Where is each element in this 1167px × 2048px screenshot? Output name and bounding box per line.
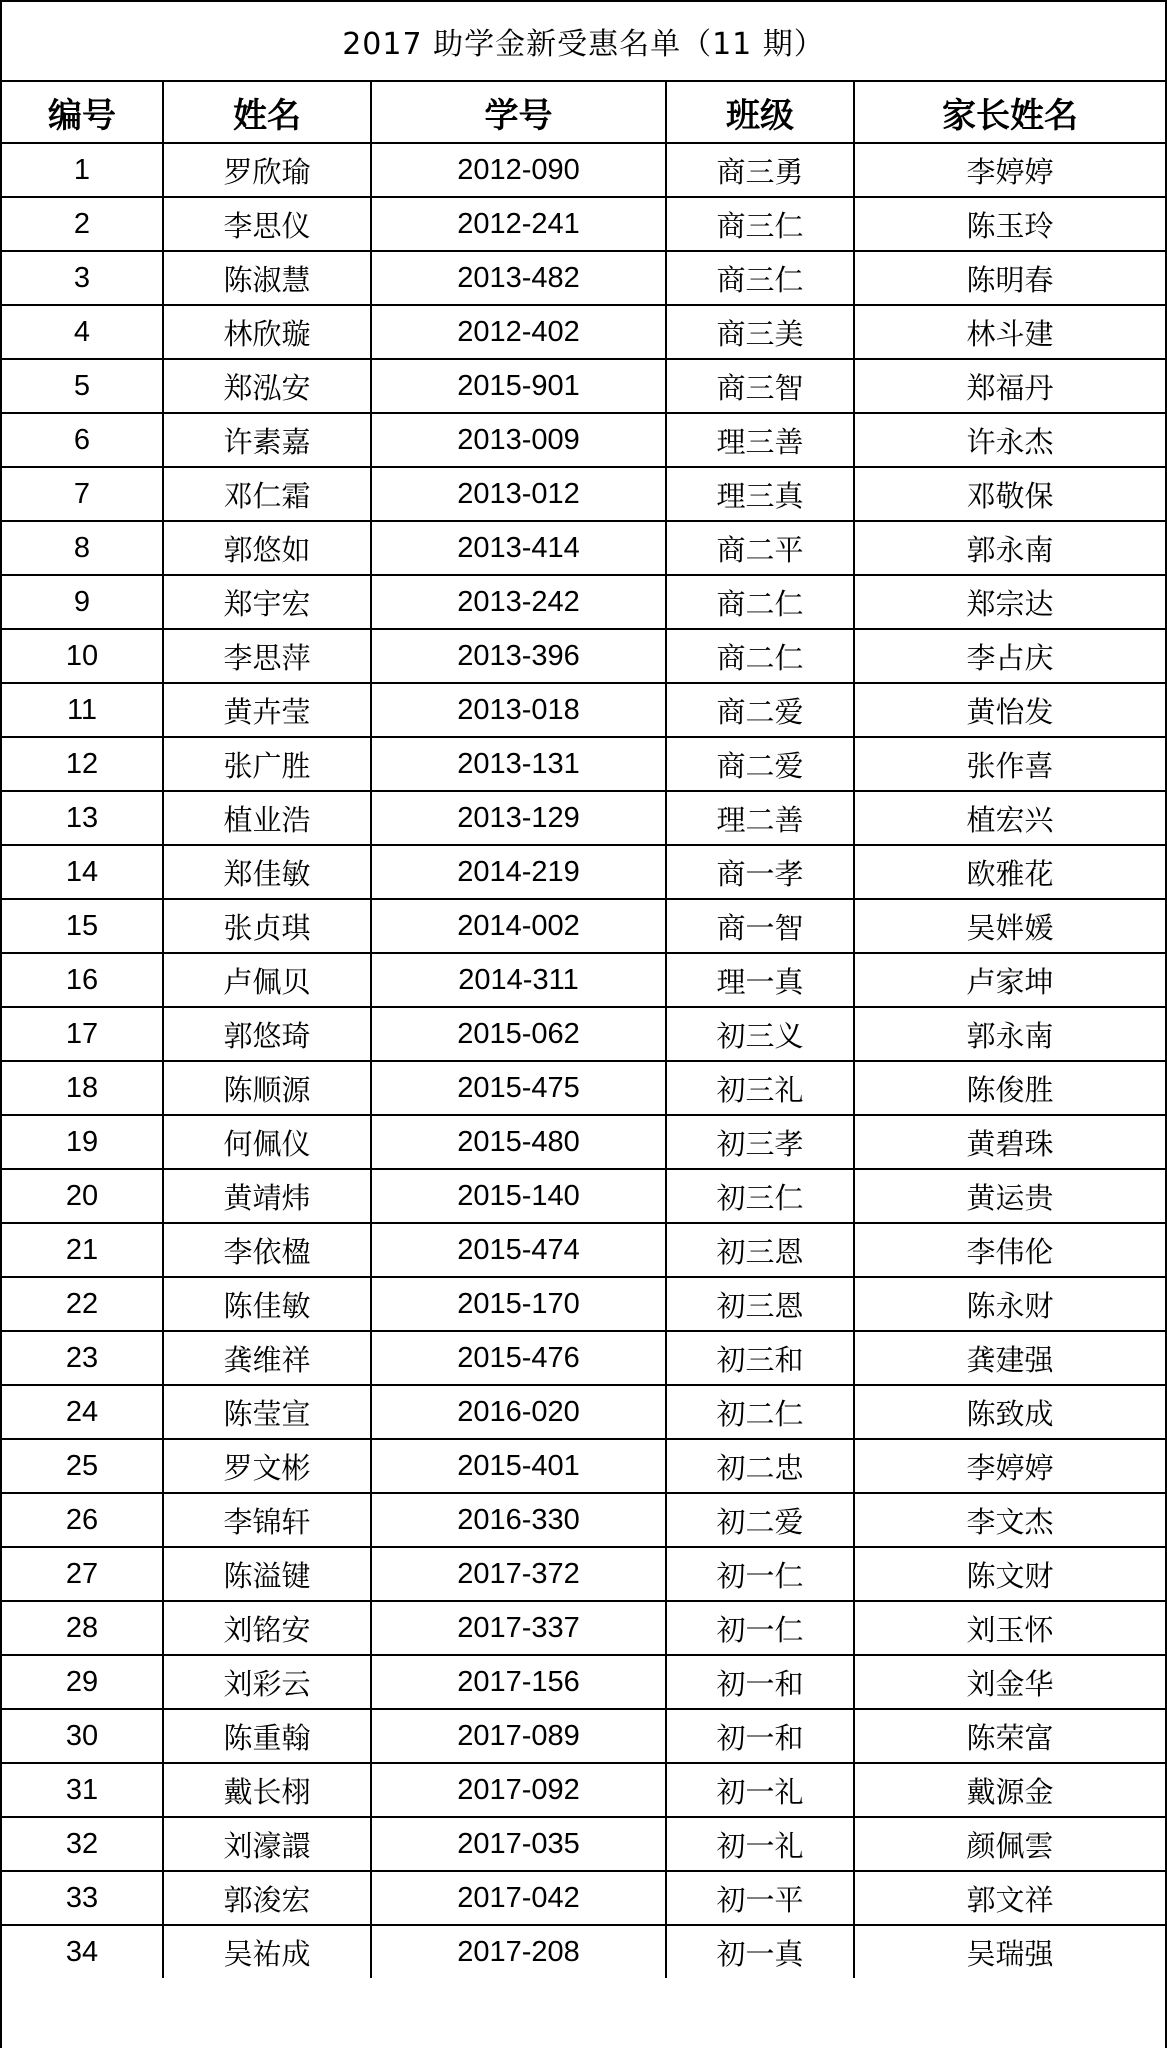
cell-class: 初三恩 (666, 1223, 854, 1277)
cell-no: 31 (2, 1763, 163, 1817)
table-row (2, 1655, 1165, 1709)
cell-no: 27 (2, 1547, 163, 1601)
cell-name: 郭浚宏 (163, 1871, 371, 1925)
cell-class: 商一智 (666, 899, 854, 953)
cell-student-id: 2015-401 (371, 1439, 666, 1493)
cell-student-id: 2015-475 (371, 1061, 666, 1115)
cell-no: 10 (2, 629, 163, 683)
cell-name: 罗欣瑜 (163, 143, 371, 197)
cell-no: 16 (2, 953, 163, 1007)
table-row (2, 197, 1165, 251)
cell-no: 9 (2, 575, 163, 629)
cell-student-id: 2013-009 (371, 413, 666, 467)
cell-no: 8 (2, 521, 163, 575)
cell-student-id: 2015-140 (371, 1169, 666, 1223)
header-class: 班级 (666, 82, 854, 143)
cell-no: 33 (2, 1871, 163, 1925)
cell-student-id: 2012-090 (371, 143, 666, 197)
cell-student-id: 2017-035 (371, 1817, 666, 1871)
table-row (2, 143, 1165, 197)
cell-name: 李锦轩 (163, 1493, 371, 1547)
table-row (2, 1601, 1165, 1655)
cell-name: 卢佩贝 (163, 953, 371, 1007)
cell-class: 理一真 (666, 953, 854, 1007)
cell-no: 29 (2, 1655, 163, 1709)
cell-student-id: 2016-020 (371, 1385, 666, 1439)
cell-class: 商二平 (666, 521, 854, 575)
cell-class: 初一真 (666, 1925, 854, 1978)
cell-parent: 林斗建 (854, 305, 1165, 359)
cell-no: 5 (2, 359, 163, 413)
cell-no: 2 (2, 197, 163, 251)
cell-class: 理三真 (666, 467, 854, 521)
cell-no: 4 (2, 305, 163, 359)
cell-parent: 陈永财 (854, 1277, 1165, 1331)
cell-name: 陈重翰 (163, 1709, 371, 1763)
cell-parent: 陈文财 (854, 1547, 1165, 1601)
cell-name: 罗文彬 (163, 1439, 371, 1493)
cell-name: 陈莹宣 (163, 1385, 371, 1439)
cell-no: 13 (2, 791, 163, 845)
header-name: 姓名 (163, 82, 371, 143)
cell-parent: 李伟伦 (854, 1223, 1165, 1277)
cell-student-id: 2013-414 (371, 521, 666, 575)
cell-class: 初二忠 (666, 1439, 854, 1493)
cell-name: 邓仁霜 (163, 467, 371, 521)
cell-parent: 郭永南 (854, 1007, 1165, 1061)
cell-no: 12 (2, 737, 163, 791)
cell-parent: 吴姅媛 (854, 899, 1165, 953)
cell-parent: 卢家坤 (854, 953, 1165, 1007)
table-row (2, 1871, 1165, 1925)
cell-parent: 陈俊胜 (854, 1061, 1165, 1115)
cell-student-id: 2013-129 (371, 791, 666, 845)
cell-name: 黄卉莹 (163, 683, 371, 737)
cell-no: 23 (2, 1331, 163, 1385)
cell-class: 初三仁 (666, 1169, 854, 1223)
cell-name: 戴长栩 (163, 1763, 371, 1817)
cell-parent: 黄怡发 (854, 683, 1165, 737)
cell-student-id: 2012-402 (371, 305, 666, 359)
cell-name: 张广胜 (163, 737, 371, 791)
cell-class: 初三义 (666, 1007, 854, 1061)
cell-student-id: 2017-156 (371, 1655, 666, 1709)
cell-name: 郭悠琦 (163, 1007, 371, 1061)
cell-no: 15 (2, 899, 163, 953)
cell-no: 14 (2, 845, 163, 899)
table-row (2, 1925, 1165, 1978)
table-row (2, 1817, 1165, 1871)
cell-class: 理三善 (666, 413, 854, 467)
cell-name: 陈淑慧 (163, 251, 371, 305)
cell-student-id: 2013-482 (371, 251, 666, 305)
cell-name: 龚维祥 (163, 1331, 371, 1385)
cell-class: 商三仁 (666, 197, 854, 251)
cell-name: 李思仪 (163, 197, 371, 251)
cell-parent: 黄运贵 (854, 1169, 1165, 1223)
cell-name: 植业浩 (163, 791, 371, 845)
cell-no: 18 (2, 1061, 163, 1115)
cell-no: 3 (2, 251, 163, 305)
cell-class: 商二爱 (666, 737, 854, 791)
cell-class: 商三勇 (666, 143, 854, 197)
cell-name: 刘彩云 (163, 1655, 371, 1709)
cell-class: 商一孝 (666, 845, 854, 899)
cell-parent: 吴瑞强 (854, 1925, 1165, 1978)
cell-student-id: 2015-170 (371, 1277, 666, 1331)
table-row (2, 251, 1165, 305)
cell-class: 商二仁 (666, 629, 854, 683)
table-body (2, 143, 1165, 1978)
cell-no: 21 (2, 1223, 163, 1277)
cell-student-id: 2017-337 (371, 1601, 666, 1655)
cell-parent: 植宏兴 (854, 791, 1165, 845)
cell-class: 初一平 (666, 1871, 854, 1925)
cell-name: 郑泓安 (163, 359, 371, 413)
cell-no: 17 (2, 1007, 163, 1061)
cell-class: 初三恩 (666, 1277, 854, 1331)
table-row (2, 359, 1165, 413)
cell-no: 6 (2, 413, 163, 467)
cell-parent: 郭文祥 (854, 1871, 1165, 1925)
table-row (2, 845, 1165, 899)
header-no: 编号 (2, 82, 163, 143)
cell-student-id: 2016-330 (371, 1493, 666, 1547)
cell-student-id: 2017-208 (371, 1925, 666, 1978)
table-row (2, 575, 1165, 629)
cell-class: 初一和 (666, 1655, 854, 1709)
cell-student-id: 2015-901 (371, 359, 666, 413)
cell-name: 吴祐成 (163, 1925, 371, 1978)
cell-student-id: 2013-396 (371, 629, 666, 683)
cell-student-id: 2012-241 (371, 197, 666, 251)
cell-class: 初二爱 (666, 1493, 854, 1547)
cell-parent: 龚建强 (854, 1331, 1165, 1385)
cell-no: 32 (2, 1817, 163, 1871)
cell-parent: 李婷婷 (854, 143, 1165, 197)
cell-name: 何佩仪 (163, 1115, 371, 1169)
cell-class: 商三智 (666, 359, 854, 413)
cell-student-id: 2017-372 (371, 1547, 666, 1601)
cell-student-id: 2017-089 (371, 1709, 666, 1763)
cell-no: 20 (2, 1169, 163, 1223)
table-row (2, 791, 1165, 845)
cell-parent: 颜佩雲 (854, 1817, 1165, 1871)
cell-student-id: 2017-042 (371, 1871, 666, 1925)
table-row (2, 683, 1165, 737)
table-row (2, 1277, 1165, 1331)
cell-name: 郑宇宏 (163, 575, 371, 629)
cell-no: 11 (2, 683, 163, 737)
cell-name: 李依楹 (163, 1223, 371, 1277)
table-row (2, 521, 1165, 575)
cell-class: 初一礼 (666, 1763, 854, 1817)
cell-name: 许素嘉 (163, 413, 371, 467)
cell-parent: 戴源金 (854, 1763, 1165, 1817)
cell-name: 郭悠如 (163, 521, 371, 575)
cell-no: 19 (2, 1115, 163, 1169)
table-row (2, 953, 1165, 1007)
table-header-row (2, 82, 1165, 143)
recipient-table (2, 82, 1165, 1978)
cell-name: 刘濠譞 (163, 1817, 371, 1871)
cell-class: 初二仁 (666, 1385, 854, 1439)
table-row (2, 1331, 1165, 1385)
cell-name: 黄靖炜 (163, 1169, 371, 1223)
cell-name: 刘铭安 (163, 1601, 371, 1655)
cell-parent: 刘金华 (854, 1655, 1165, 1709)
cell-no: 34 (2, 1925, 163, 1978)
cell-parent: 郭永南 (854, 521, 1165, 575)
cell-class: 初一和 (666, 1709, 854, 1763)
cell-name: 李思萍 (163, 629, 371, 683)
cell-student-id: 2014-002 (371, 899, 666, 953)
cell-student-id: 2015-474 (371, 1223, 666, 1277)
cell-name: 陈溢键 (163, 1547, 371, 1601)
table-row (2, 1007, 1165, 1061)
cell-name: 张贞琪 (163, 899, 371, 953)
cell-class: 初三和 (666, 1331, 854, 1385)
cell-class: 初三孝 (666, 1115, 854, 1169)
cell-student-id: 2015-062 (371, 1007, 666, 1061)
header-student-id: 学号 (371, 82, 666, 143)
cell-no: 22 (2, 1277, 163, 1331)
table-row (2, 1169, 1165, 1223)
table-row (2, 413, 1165, 467)
cell-parent: 许永杰 (854, 413, 1165, 467)
cell-no: 1 (2, 143, 163, 197)
cell-class: 商二仁 (666, 575, 854, 629)
cell-student-id: 2013-131 (371, 737, 666, 791)
cell-parent: 李婷婷 (854, 1439, 1165, 1493)
cell-no: 24 (2, 1385, 163, 1439)
cell-class: 商三仁 (666, 251, 854, 305)
cell-student-id: 2013-018 (371, 683, 666, 737)
cell-student-id: 2015-480 (371, 1115, 666, 1169)
cell-student-id: 2013-012 (371, 467, 666, 521)
cell-no: 26 (2, 1493, 163, 1547)
table-row (2, 1385, 1165, 1439)
table-row (2, 467, 1165, 521)
header-parent: 家长姓名 (854, 82, 1165, 143)
cell-name: 郑佳敏 (163, 845, 371, 899)
cell-parent: 陈致成 (854, 1385, 1165, 1439)
table-row (2, 737, 1165, 791)
table-row (2, 899, 1165, 953)
cell-parent: 黄碧珠 (854, 1115, 1165, 1169)
cell-parent: 陈荣富 (854, 1709, 1165, 1763)
table-title: 2017 助学金新受惠名单（11 期） (2, 0, 1165, 82)
cell-class: 商三美 (666, 305, 854, 359)
cell-parent: 邓敬保 (854, 467, 1165, 521)
table-row (2, 1439, 1165, 1493)
table-row (2, 305, 1165, 359)
cell-no: 7 (2, 467, 163, 521)
cell-parent: 张作喜 (854, 737, 1165, 791)
cell-student-id: 2013-242 (371, 575, 666, 629)
cell-class: 初三礼 (666, 1061, 854, 1115)
cell-name: 陈顺源 (163, 1061, 371, 1115)
cell-parent: 郑宗达 (854, 575, 1165, 629)
cell-parent: 欧雅花 (854, 845, 1165, 899)
table-row (2, 1223, 1165, 1277)
cell-name: 陈佳敏 (163, 1277, 371, 1331)
cell-class: 理二善 (666, 791, 854, 845)
cell-parent: 李文杰 (854, 1493, 1165, 1547)
cell-student-id: 2017-092 (371, 1763, 666, 1817)
cell-parent: 陈明春 (854, 251, 1165, 305)
cell-parent: 李占庆 (854, 629, 1165, 683)
table-row (2, 1763, 1165, 1817)
cell-parent: 陈玉玲 (854, 197, 1165, 251)
cell-class: 初一礼 (666, 1817, 854, 1871)
cell-class: 初一仁 (666, 1547, 854, 1601)
cell-name: 林欣璇 (163, 305, 371, 359)
table-row (2, 629, 1165, 683)
table-row (2, 1709, 1165, 1763)
cell-class: 商二爱 (666, 683, 854, 737)
cell-student-id: 2015-476 (371, 1331, 666, 1385)
cell-class: 初一仁 (666, 1601, 854, 1655)
cell-no: 28 (2, 1601, 163, 1655)
table-row (2, 1493, 1165, 1547)
cell-parent: 刘玉怀 (854, 1601, 1165, 1655)
table-row (2, 1547, 1165, 1601)
cell-parent: 郑福丹 (854, 359, 1165, 413)
table-row (2, 1115, 1165, 1169)
cell-no: 25 (2, 1439, 163, 1493)
cell-student-id: 2014-311 (371, 953, 666, 1007)
table-row (2, 1061, 1165, 1115)
cell-student-id: 2014-219 (371, 845, 666, 899)
cell-no: 30 (2, 1709, 163, 1763)
